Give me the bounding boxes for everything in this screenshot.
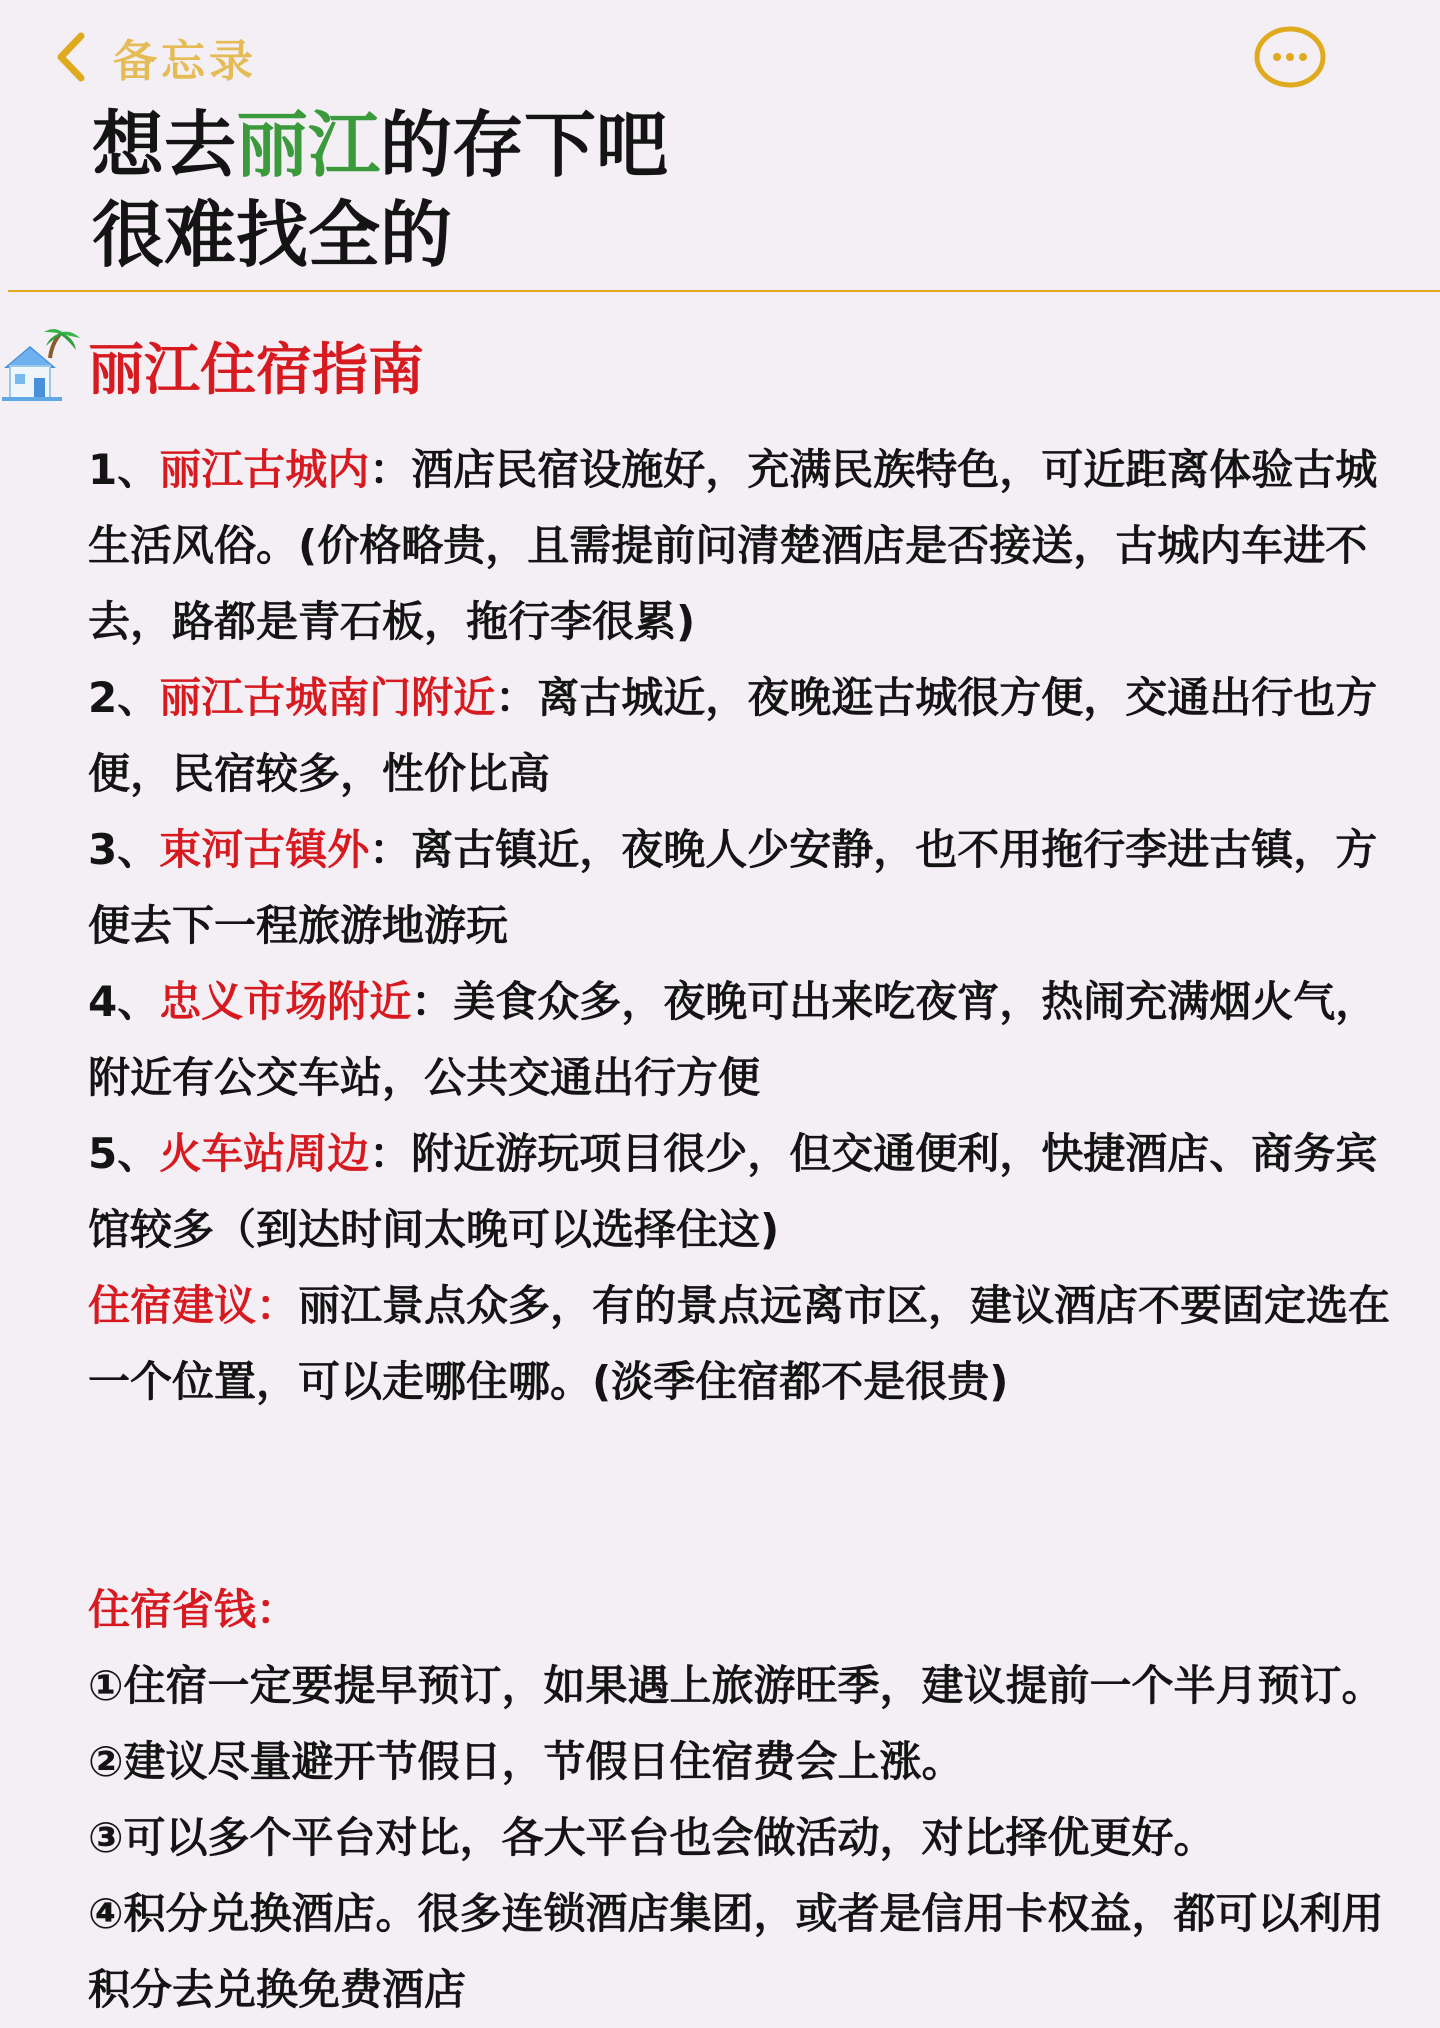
saving-tips-list	[88, 1648, 1398, 2028]
area-description: 美食众多，夜晚可出来吃夜宵，热闹充满烟火气，附近有公交车站，公共交通出行方便	[88, 977, 1378, 1102]
title-divider	[8, 290, 1440, 292]
area-separator: ：	[495, 673, 538, 722]
area-separator: ：	[369, 1129, 412, 1178]
saving-tip: ③可以多个平台对比，各大平台也会做活动，对比择优更好。	[88, 1813, 1216, 1862]
advice-label: 住宿建议：	[88, 1281, 299, 1330]
area-item	[88, 1116, 1398, 1268]
advice-text: 丽江景点众多，有的景点远离市区，建议酒店不要固定选在一个位置，可以走哪住哪。(淡季住宿都不是很贵)	[88, 1281, 1391, 1406]
note-body	[88, 432, 1398, 2028]
saving-heading: 住宿省钱：	[88, 1585, 299, 1634]
section-title: 丽江住宿指南	[88, 338, 424, 403]
area-number: 4、	[88, 977, 160, 1026]
title-suffix: 的存下吧	[380, 103, 669, 187]
areas-list	[88, 432, 1398, 1268]
area-item	[88, 432, 1398, 660]
saving-tip: ②建议尽量避开节假日，节假日住宿费会上涨。	[88, 1737, 964, 1786]
area-number: 3、	[88, 825, 160, 874]
area-item	[88, 812, 1398, 964]
area-item	[88, 964, 1398, 1116]
more-button[interactable]	[1254, 26, 1326, 88]
area-description: 附近游玩项目很少，但交通便利，快捷酒店、商务宾馆较多（到达时间太晚可以选择住这)	[88, 1129, 1378, 1254]
area-item	[88, 660, 1398, 812]
saving-tip: ①住宿一定要提早预订，如果遇上旅游旺季，建议提前一个半月预订。	[88, 1661, 1384, 1710]
area-description: 离古镇近，夜晚人少安静，也不用拖行李进古镇，方便去下一程旅游地游玩	[88, 825, 1378, 950]
area-name: 火车站周边	[159, 1129, 370, 1178]
advice-paragraph	[88, 1268, 1398, 1420]
area-separator: ：	[411, 977, 454, 1026]
blank-line	[88, 1420, 1398, 1496]
area-description: 离古城近，夜晚逛古城很方便，交通出行也方便，民宿较多，性价比高	[88, 673, 1378, 798]
saving-tip: ④积分兑换酒店。很多连锁酒店集团，或者是信用卡权益，都可以利用积分去兑换免费酒店	[88, 1889, 1384, 2014]
house-with-palm-tree-icon	[0, 328, 82, 404]
back-button[interactable]	[55, 26, 257, 88]
nav-bar	[0, 0, 1440, 110]
area-name: 丽江古城内	[159, 445, 370, 494]
ellipsis-circle-icon	[1254, 26, 1326, 88]
note-title	[92, 100, 668, 280]
area-number: 1、	[88, 445, 160, 494]
title-prefix: 想去	[92, 103, 237, 187]
area-name: 丽江古城南门附近	[159, 673, 496, 722]
blank-line	[88, 1496, 1398, 1572]
title-highlight: 丽江	[236, 103, 381, 187]
area-name: 忠义市场附近	[159, 977, 412, 1026]
section-header	[0, 326, 424, 406]
area-description: 酒店民宿设施好，充满民族特色，可近距离体验古城生活风俗。(价格略贵，且需提前问清楚酒店是否接送，古城内车进不去，路都是青石板，拖行李很累)	[88, 445, 1378, 646]
title-line2: 很难找全的	[92, 193, 453, 277]
area-separator: ：	[369, 825, 412, 874]
area-name: 束河古镇外	[159, 825, 370, 874]
chevron-left-icon	[55, 32, 85, 82]
back-label: 备忘录	[113, 36, 257, 87]
area-number: 5、	[88, 1129, 160, 1178]
area-separator: ：	[369, 445, 412, 494]
area-number: 2、	[88, 673, 160, 722]
